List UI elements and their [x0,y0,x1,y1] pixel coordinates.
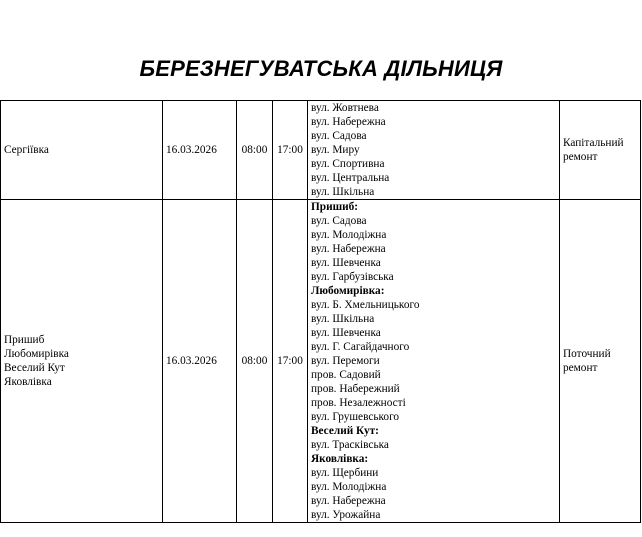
street-item: вул. Миру [311,144,360,156]
work-type-cell: Капітальний ремонт [560,101,641,200]
settlement-name: Яковлівка [4,376,52,388]
settlement-group-heading: Пришиб: [311,201,359,213]
street-item: вул. Набережна [311,243,386,255]
street-item: пров. Незалежності [311,397,406,409]
street-item: вул. Перемоги [311,355,380,367]
street-item: вул. Набережна [311,495,386,507]
street-item: вул. Шкільна [311,313,375,325]
street-item: вул. Урожайна [311,509,381,521]
street-item: вул. Щербини [311,467,379,479]
settlement-name: Пришиб [4,334,45,346]
street-item: вул. Молодіжна [311,229,387,241]
settlement-group-heading: Веселий Кут: [311,425,379,437]
streets-cell [308,101,560,200]
street-item: вул. Молодіжна [311,481,387,493]
settlement-group-heading: Любомирівка: [311,285,385,297]
start-time-cell: 08:00 [237,101,273,200]
outage-schedule-table [0,100,641,523]
street-item: вул. Грушевського [311,411,400,423]
street-item: вул. Садова [311,130,367,142]
settlement-group-heading: Яковлівка: [311,453,369,465]
settlements-cell [1,101,163,200]
table-row [1,101,641,200]
street-item: пров. Садовий [311,369,381,381]
street-item: вул. Б. Хмельницького [311,299,420,311]
street-item: вул. Г. Сагайдачного [311,341,410,353]
date-cell: 16.03.2026 [163,101,237,200]
street-item: вул. Садова [311,215,367,227]
street-item: вул. Центральна [311,172,390,184]
settlement-name: Сергіївка [4,144,49,156]
street-item: вул. Спортивна [311,158,385,170]
street-item: вул. Шевченка [311,327,381,339]
street-item: вул. Трасківська [311,439,389,451]
street-item: вул. Набережна [311,116,386,128]
street-item: вул. Шкільна [311,186,375,198]
work-type-cell: Поточний ремонт [560,200,641,523]
streets-cell [308,200,560,523]
start-time-cell: 08:00 [237,200,273,523]
settlement-name: Веселий Кут [4,362,65,374]
street-item: вул. Шевченка [311,257,381,269]
street-item: пров. Набережний [311,383,400,395]
table-row [1,200,641,523]
end-time-cell: 17:00 [273,101,308,200]
settlements-cell [1,200,163,523]
date-cell: 16.03.2026 [163,200,237,523]
page-title: БЕРЕЗНЕГУВАТСЬКА ДІЛЬНИЦЯ [139,56,503,81]
settlement-name: Любомирівка [4,348,69,360]
end-time-cell: 17:00 [273,200,308,523]
street-item: вул. Жовтнева [311,102,379,114]
street-item: вул. Гарбузівська [311,271,394,283]
